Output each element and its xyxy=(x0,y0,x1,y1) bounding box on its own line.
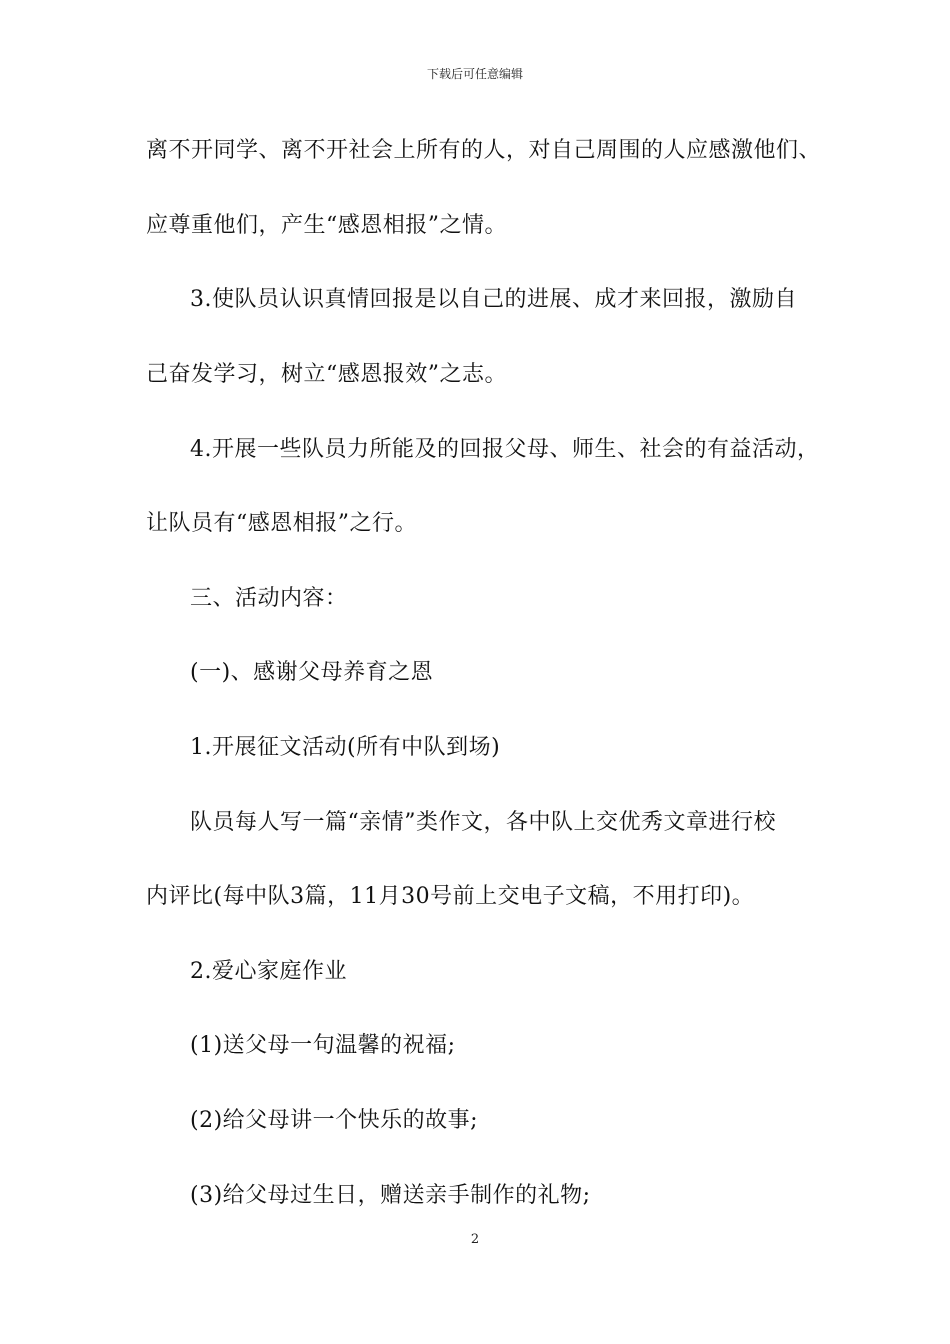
paragraph-line-8: 内评比(每中队3篇，11月30号前上交电子文稿，不用打印)。 xyxy=(146,884,755,909)
paragraph-line-4: 己奋发学习，树立“感恩报效”之志。 xyxy=(146,362,507,387)
page-number: 2 xyxy=(470,1232,480,1247)
paragraph-line-1: 离不开同学、离不开社会上所有的人，对自己周围的人应感激他们、 xyxy=(146,138,822,163)
paragraph-line-6: 让队员有“感恩相报”之行。 xyxy=(146,511,417,536)
sub-list-item-3: (3)给父母过生日，赠送亲手制作的礼物; xyxy=(190,1183,591,1208)
section-heading: 三、活动内容： xyxy=(190,586,348,611)
sub-list-item-1: (1)送父母一句温馨的祝福; xyxy=(190,1033,456,1058)
subsection-heading: (一)、感谢父母养育之恩 xyxy=(190,660,434,685)
page-header-note: 下载后可任意编辑 xyxy=(426,67,523,81)
paragraph-line-5: 4.开展一些队员力所能及的回报父母、师生、社会的有益活动， xyxy=(190,437,820,462)
paragraph-line-2: 应尊重他们，产生“感恩相报”之情。 xyxy=(146,213,507,238)
sub-list-item-2: (2)给父母讲一个快乐的故事; xyxy=(190,1108,479,1133)
paragraph-line-7: 队员每人写一篇“亲情”类作文，各中队上交优秀文章进行校 xyxy=(190,810,776,835)
list-item-1: 1.开展征文活动(所有中队到场) xyxy=(190,735,501,760)
list-item-2: 2.爱心家庭作业 xyxy=(190,959,347,984)
paragraph-line-3: 3.使队员认识真情回报是以自己的进展、成才来回报，激励自 xyxy=(190,287,797,312)
